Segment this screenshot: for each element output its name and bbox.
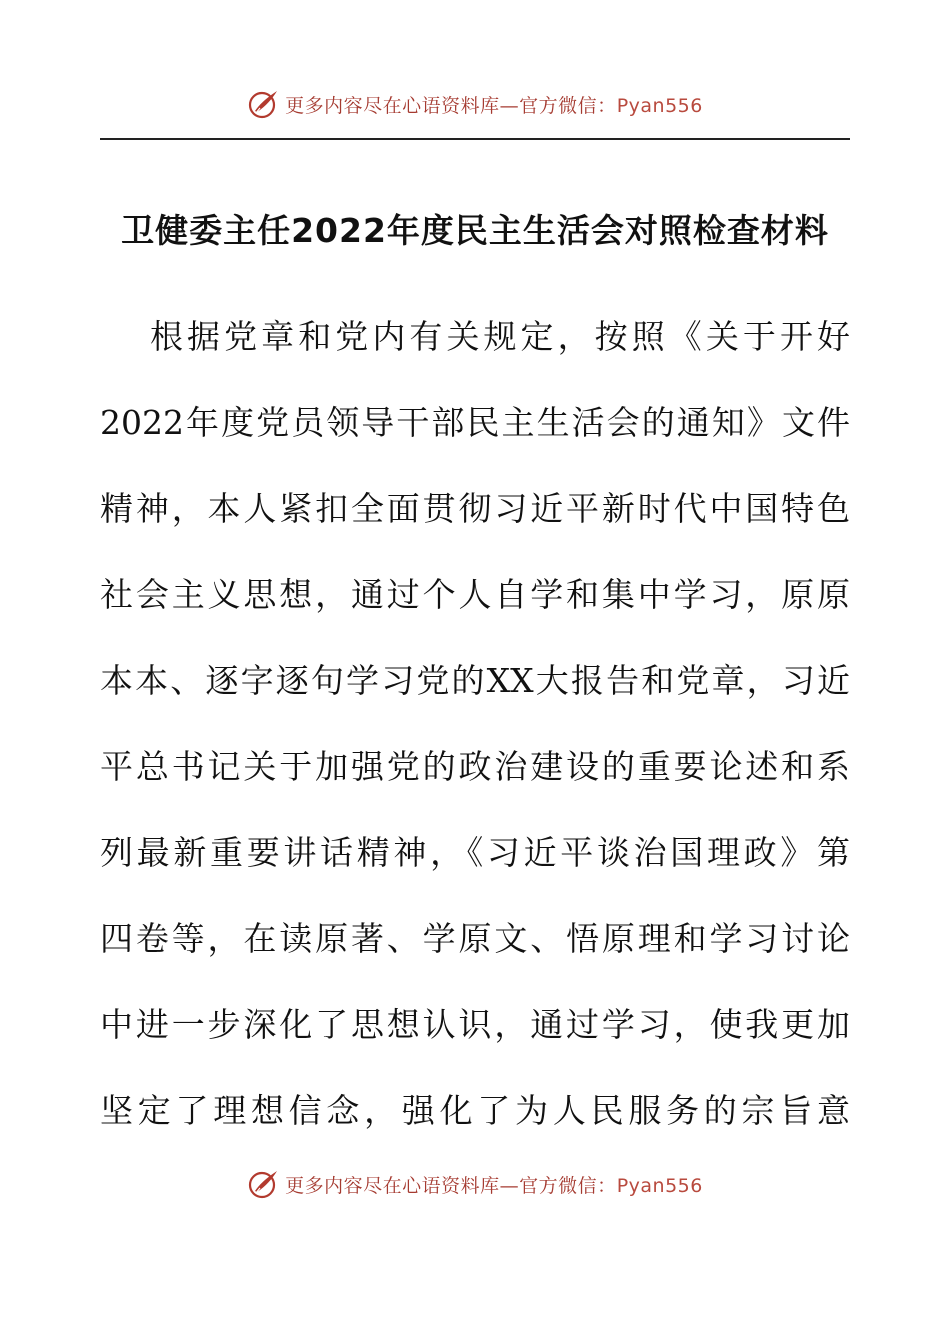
- banner-separator: —: [499, 94, 520, 117]
- banner-wechat-label: 官方微信：: [519, 94, 617, 117]
- body-line: 列最新重要讲话精神，《习近平谈治国理政》第: [100, 833, 850, 872]
- banner-wechat-id: Pyan556: [616, 1174, 703, 1197]
- body-line: 本本、逐字逐句学习党的XX大报告和党章，习近: [100, 661, 850, 700]
- body-line: 四卷等，在读原著、学原文、悟原理和学习讨论: [100, 919, 850, 958]
- document-title: 卫健委主任2022年度民主生活会对照检查材料: [121, 211, 829, 250]
- body-line: 2022年度党员领导干部民主生活会的通知》文件: [100, 403, 850, 442]
- body-line: 精神，本人紧扣全面贯彻习近平新时代中国特色: [100, 489, 850, 528]
- banner-text: [285, 91, 703, 118]
- body-line: 根据党章和党内有关规定，按照《关于开好: [150, 317, 850, 356]
- banner-separator: —: [499, 1174, 520, 1197]
- banner-wechat-label: 官方微信：: [519, 1174, 617, 1197]
- quill-logo-icon: [247, 1167, 281, 1201]
- body-line: 平总书记关于加强党的政治建设的重要论述和系: [100, 747, 850, 786]
- footer-banner: [0, 1164, 950, 1204]
- banner-text: [285, 1171, 703, 1198]
- body-line: 坚定了理想信念，强化了为人民服务的宗旨意: [100, 1091, 850, 1130]
- banner-wechat-id: Pyan556: [616, 94, 703, 117]
- body-line: 中进一步深化了思想认识，通过学习，使我更加: [100, 1005, 850, 1044]
- document-body: [100, 308, 850, 1168]
- header-banner: [0, 84, 950, 124]
- body-line: 社会主义思想，通过个人自学和集中学习，原原: [100, 575, 850, 614]
- banner-site-text: 更多内容尽在心语资料库: [285, 94, 500, 117]
- quill-logo-icon: [247, 87, 281, 121]
- header-rule: [100, 138, 850, 140]
- banner-site-text: 更多内容尽在心语资料库: [285, 1174, 500, 1197]
